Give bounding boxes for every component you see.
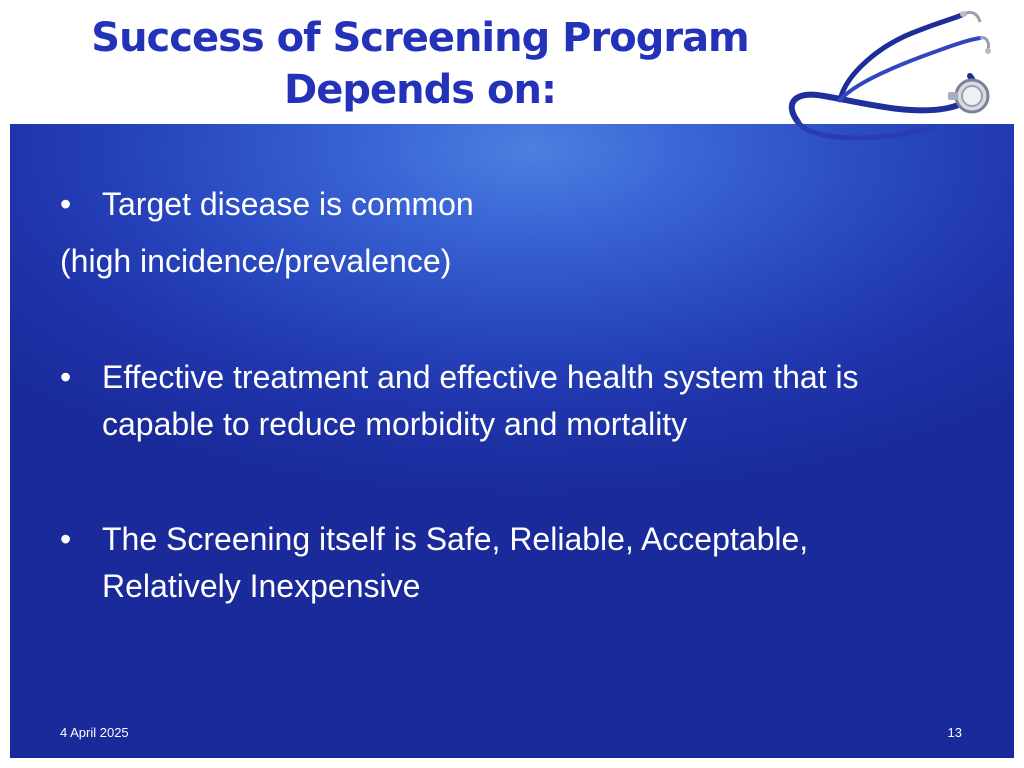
bullet-item-3: [58, 516, 922, 610]
bullet-marker: •: [60, 186, 72, 222]
bullet-item-2: [58, 354, 922, 448]
stethoscope-icon: [780, 4, 1012, 154]
bullet-item-1: [58, 181, 922, 228]
bullet-marker: •: [60, 359, 72, 395]
title-line-1: Success of Screening Program: [91, 15, 749, 61]
slide-title: [40, 12, 800, 116]
title-line-2: Depends on:: [284, 67, 556, 113]
bullet-text: Target disease is common: [102, 186, 474, 222]
slide-body: [10, 124, 1014, 758]
bullet-subline: (high incidence/prevalence): [60, 243, 452, 279]
footer-date: 4 April 2025: [60, 725, 129, 740]
bullet-marker: •: [60, 521, 72, 557]
bullet-text: Effective treatment and effective health system that is capable to reduce morbidity and mortality: [102, 359, 859, 442]
footer-page-number: 13: [947, 725, 962, 740]
bullet-text: The Screening itself is Safe, Reliable, Acceptable, Relatively Inexpensive: [102, 521, 809, 604]
